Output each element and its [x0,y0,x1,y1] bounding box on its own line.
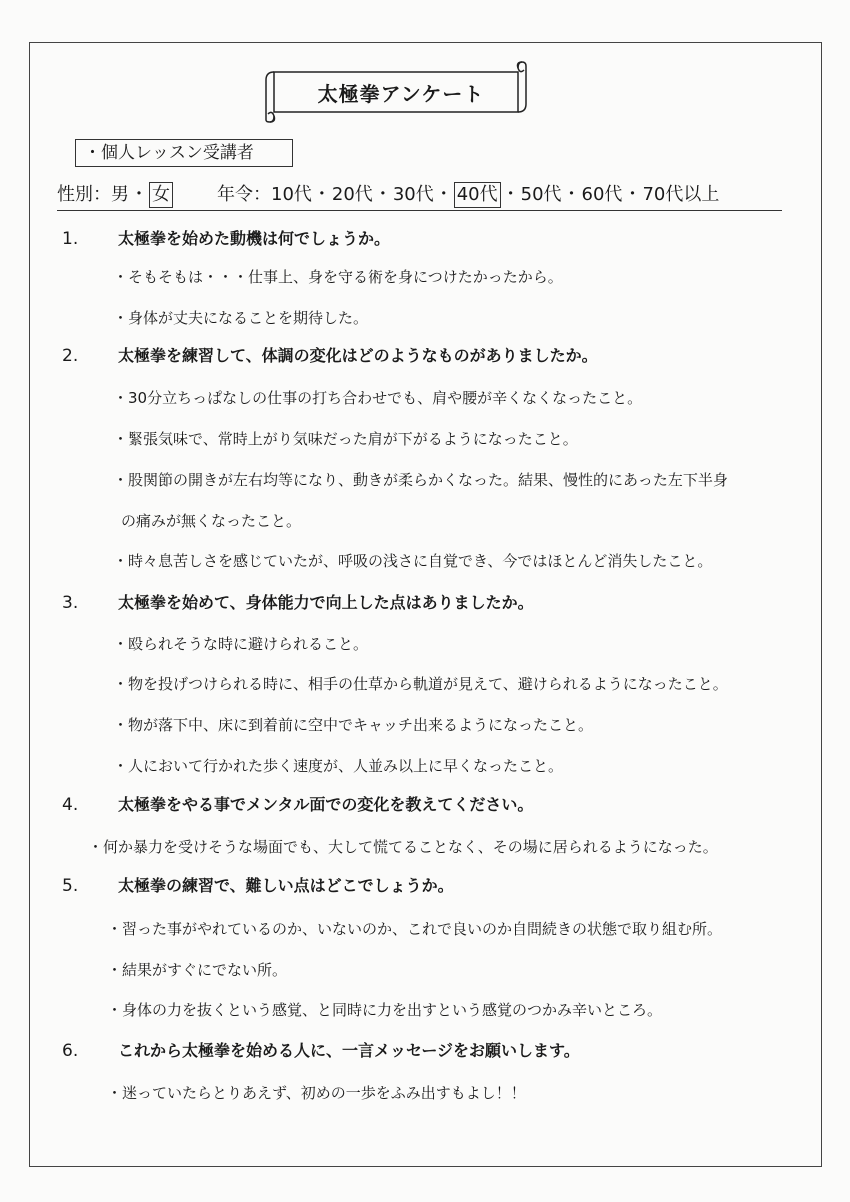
answer-item: ・人において行かれた歩く速度が、人並み以上に早くなったこと。 [113,757,564,775]
answer-item: ・身体の力を抜くという感覚、と同時に力を出すという感覚のつかみ辛いところ。 [107,1001,663,1019]
answer-item-continued: の痛みが無くなったこと。 [121,512,302,530]
separator-dot: ・ [373,184,392,205]
answer-item: ・迷っていたらとりあえず、初めの一歩をふみ出すもよし！！ [107,1084,526,1102]
question-1 [62,226,390,252]
demographics-line [57,180,782,211]
question-4 [62,792,533,818]
answer-item: ・物を投げつけられる時に、相手の仕草から軌道が見えて、避けられるようになったこと。 [113,675,728,693]
age-40-selected: 40代 [454,182,501,208]
answer-item: ・物が落下中、床に到着前に空中でキャッチ出来るようになったこと。 [113,716,594,734]
separator-dot: ・ [312,184,331,205]
answer-item: ・習った事がやれているのか、いないのか、これで良いのか自問続きの状態で取り組む所。 [107,920,723,938]
age-label: 年令： [217,184,271,205]
respondent-type-box: ・個人レッスン受講者 [75,139,293,167]
separator-dot: ・ [501,184,520,205]
answer-item: ・30分立ちっぱなしの仕事の打ち合わせでも、肩や腰が辛くなくなったこと。 [113,389,643,407]
age-10: 10代 [271,184,312,205]
answer-item: ・何か暴力を受けそうな場面でも、大して慌てることなく、その場に居られるようになった。 [88,838,718,856]
answer-item: ・身体が丈夫になることを期待した。 [113,309,369,327]
answer-item: ・殴られそうな時に避けられること。 [113,635,369,653]
question-number: 5. [62,876,79,896]
question-3 [62,590,534,616]
age-20: 20代 [331,184,373,205]
question-5 [62,873,454,899]
gender-female-selected: 女 [149,182,173,208]
age-50: 50代 [520,184,562,205]
separator-dot: ・ [562,184,581,205]
gender-male: 男 [111,184,129,205]
survey-title: 太極拳アンケート [317,81,485,106]
gender-label: 性別： [57,184,111,205]
question-text: 太極拳を練習して、体調の変化はどのようなものがありましたか。 [118,346,598,365]
separator-dot: ・ [130,184,148,205]
question-number: 1. [62,229,79,249]
question-6 [62,1038,580,1064]
answer-item: ・緊張気味で、常時上がり気味だった肩が下がるようになったこと。 [113,430,578,448]
question-text: 太極拳を始めた動機は何でしょうか。 [118,229,391,248]
question-text: 太極拳の練習で、難しい点はどこでしょうか。 [118,876,454,895]
question-text: 太極拳を始めて、身体能力で向上した点はありましたか。 [118,593,534,612]
question-text: 太極拳をやる事でメンタル面での変化を教えてください。 [118,795,534,814]
question-text: これから太極拳を始める人に、一言メッセージをお願いします。 [118,1041,580,1060]
question-2 [62,343,598,369]
age-60: 60代 [581,184,623,205]
question-number: 6. [62,1041,79,1061]
separator-dot: ・ [623,184,642,205]
title-scroll-banner [262,60,530,124]
answer-item: ・股関節の開きが左右均等になり、動きが柔らかくなった。結果、慢性的にあった左下半身 [113,471,728,489]
question-number: 2. [62,346,79,366]
answer-item: ・時々息苦しさを感じていたが、呼吸の浅さに自覚でき、今ではほとんど消失したこと。 [113,552,713,570]
answer-item: ・結果がすぐにでない所。 [107,961,288,979]
age-30: 30代 [392,184,434,205]
separator-dot: ・ [434,184,453,205]
question-number: 4. [62,795,79,815]
age-70-plus: 70代以上 [642,184,720,205]
answer-item: ・そもそもは・・・仕事上、身を守る術を身につけたかったから。 [113,268,563,286]
question-number: 3. [62,593,79,613]
